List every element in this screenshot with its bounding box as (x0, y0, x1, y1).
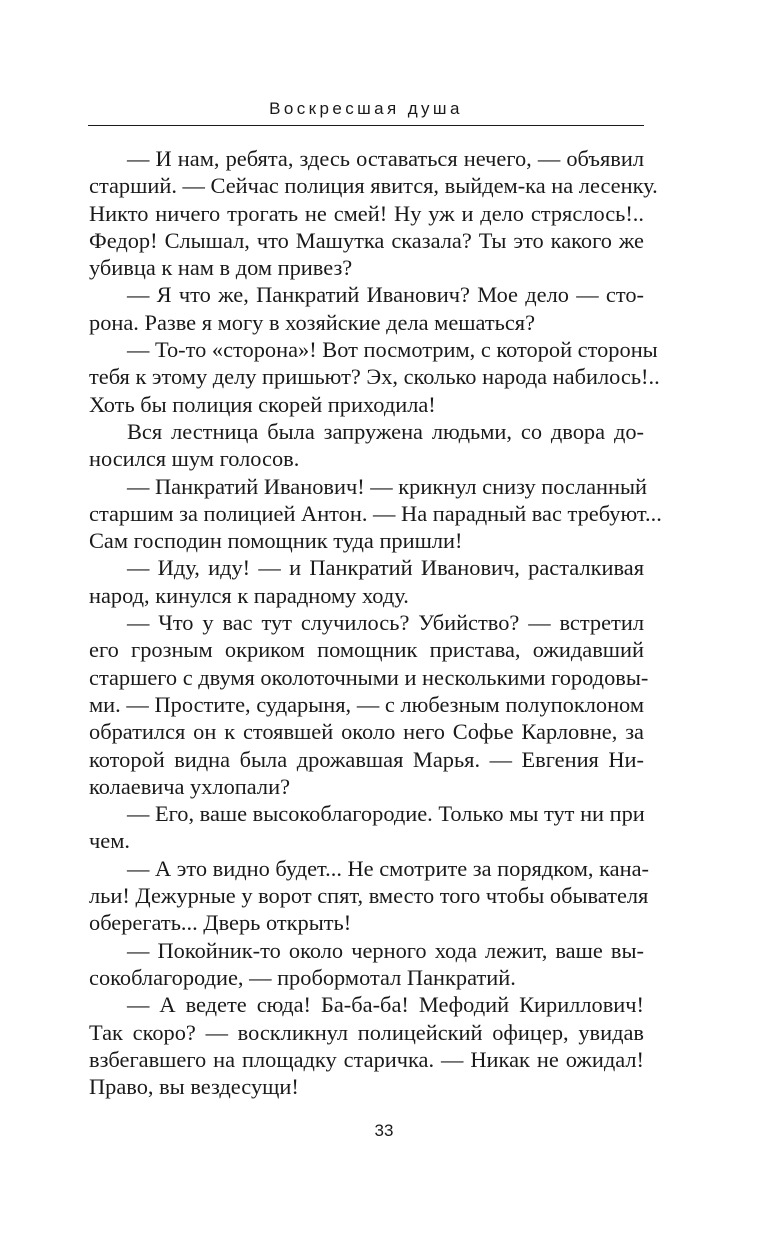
text-line: его грозным окриком помощник пристава, ожидавший (89, 637, 644, 663)
text-line: льи! Дежурные у ворот спят, вместо того чтобы обывателя (89, 883, 649, 909)
text-line: тебя к этому делу пришьют? Эх, сколько народа набилось!.. (89, 364, 660, 390)
text-line: обратился он к стоявшей около него Софье Карловне, за (89, 719, 644, 745)
text-line: Хоть бы полиция скорей приходила! (89, 391, 436, 417)
text-line: — Я что же, Панкратий Иванович? Мое дело — сто- (127, 282, 644, 308)
text-line: — Панкратий Иванович! — крикнул снизу посланный (127, 473, 648, 499)
text-line: чем. (89, 828, 130, 854)
text-line: старшим за полицией Антон. — На парадный вас требуют... (89, 500, 662, 526)
paragraph (89, 336, 660, 418)
page-number: 33 (374, 1121, 394, 1140)
text-line: оберегать... Дверь открыть! (89, 910, 352, 936)
paragraph (89, 855, 649, 937)
text-line: которой видна была дрожавшая Марья. — Евгения Ни- (89, 746, 644, 772)
text-line: убивца к нам в дом привез? (89, 255, 353, 281)
paragraph (89, 473, 662, 555)
paragraph (89, 800, 644, 855)
text-line: Федор! Слышал, что Машутка сказала? Ты это какого же (89, 227, 644, 253)
paragraph (89, 554, 644, 609)
paragraph (89, 609, 649, 800)
paragraph (89, 281, 644, 336)
text-line: Право, вы вездесущи! (89, 1074, 299, 1100)
text-line: — А это видно будет... Не смотрите за порядком, кана- (127, 855, 649, 881)
page-text (89, 145, 662, 1100)
text-line: взбегавшего на площадку старичка. — Никак не ожидал! (89, 1046, 644, 1072)
text-line: рона. Разве я могу в хозяйские дела мешаться? (89, 309, 536, 335)
running-title: Воскресшая душа (269, 99, 463, 118)
text-line: Никто ничего трогать не смей! Ну уж и дело стряслось!.. (89, 200, 644, 226)
running-header (88, 96, 644, 126)
text-line: Сам господин помощник туда пришли! (89, 528, 463, 554)
text-line: — То-то «сторона»! Вот посмотрим, с которой стороны (127, 337, 658, 363)
paragraph (89, 145, 658, 281)
paragraph (89, 418, 644, 473)
text-line: — Его, ваше высокоблагородие. Только мы тут ни при (127, 801, 645, 827)
text-line: — Покойник-то около черного хода лежит, ваше вы- (127, 937, 644, 963)
text-line: носился шум голосов. (89, 446, 300, 472)
text-line: — И нам, ребята, здесь оставаться нечего, — объявил (127, 146, 644, 171)
text-line: — А ведете сюда! Ба-ба-ба! Мефодий Кириллович! (127, 992, 644, 1018)
text-line: старшего с двумя околоточными и несколькими городовы- (89, 664, 649, 690)
text-line: народ, кинулся к парадному ходу. (89, 582, 409, 608)
text-line: старший. — Сейчас полиция явится, выйдем-ка на лесенку. (89, 173, 658, 199)
paragraph (89, 991, 644, 1100)
paragraph (89, 937, 644, 992)
text-line: Так скоро? — воскликнул полицейский офицер, увидав (89, 1019, 644, 1045)
text-line: Вся лестница была запружена людьми, со двора до- (127, 418, 644, 444)
text-line: — Что у вас тут случилось? Убийство? — встретил (127, 610, 644, 636)
text-line: ми. — Простите, сударыня, — с любезным полупоклоном (89, 691, 644, 717)
text-line: — Иду, иду! — и Панкратий Иванович, расталкивая (127, 555, 644, 581)
text-line: колаевича ухлопали? (89, 773, 291, 799)
text-line: сокоблагородие, — пробормотал Панкратий. (89, 964, 516, 990)
